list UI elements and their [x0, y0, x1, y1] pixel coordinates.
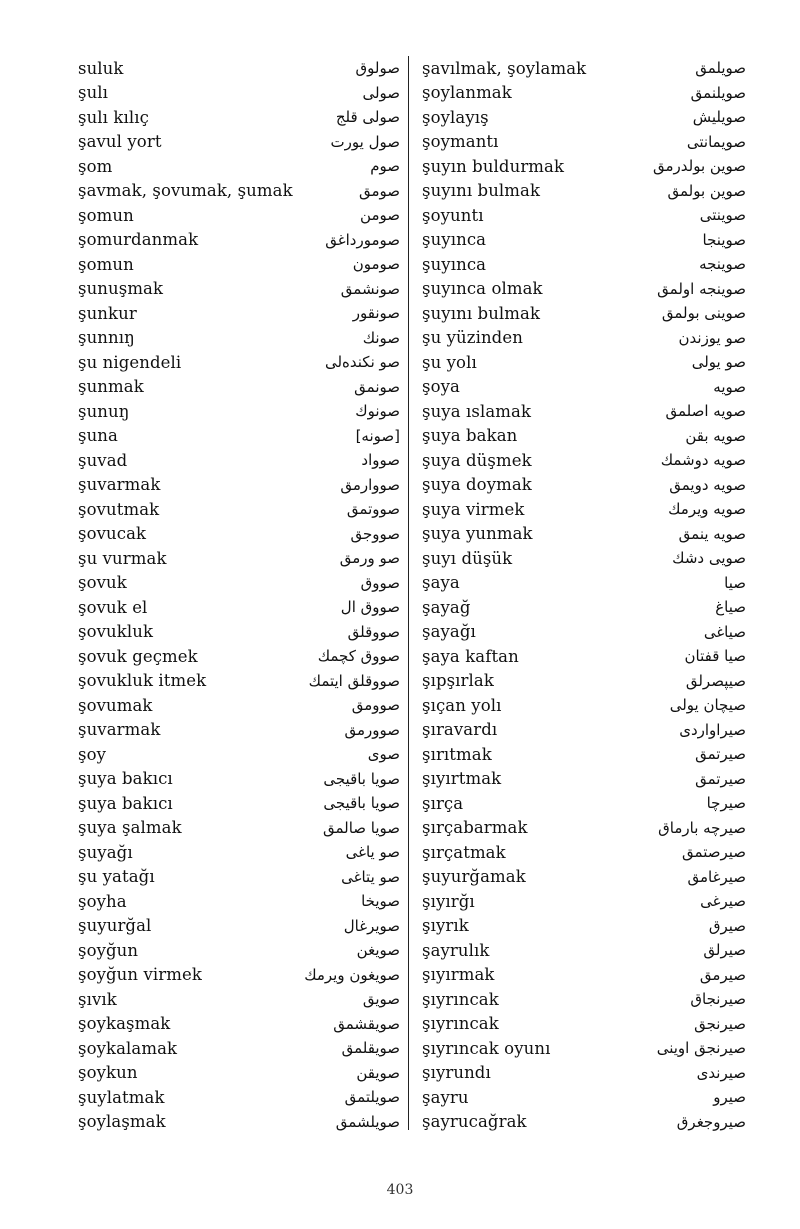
entry-latin: şu yatağı: [78, 867, 155, 887]
dictionary-entry: [78, 963, 400, 988]
dictionary-entry: [78, 473, 400, 498]
entry-ottoman: صویه بقن: [685, 426, 746, 445]
dictionary-entry: [78, 179, 400, 204]
right-column: [422, 56, 746, 1134]
entry-ottoman: صومق: [358, 181, 400, 200]
dictionary-entry: [422, 840, 746, 865]
entry-ottoman: صولی قلج: [335, 108, 400, 127]
entry-ottoman: صوینتی: [699, 206, 746, 225]
entry-ottoman: صومورداغق: [325, 230, 400, 249]
dictionary-entry: [422, 571, 746, 596]
entry-ottoman: صویغون ویرمك: [304, 965, 400, 984]
entry-ottoman: صووق ال: [340, 598, 400, 617]
entry-latin: şuvarmak: [78, 475, 161, 495]
entry-ottoman: صو یوزندن: [678, 328, 746, 347]
entry-ottoman: صویق: [362, 990, 400, 1009]
dictionary-entry: [78, 987, 400, 1012]
entry-ottoman: صویرغال: [343, 916, 400, 935]
dictionary-entry: [422, 791, 746, 816]
dictionary-entry: [422, 228, 746, 253]
entry-latin: şoylaşmak: [78, 1112, 166, 1132]
dictionary-entry: [78, 350, 400, 375]
entry-latin: şu yüzinden: [422, 328, 523, 348]
entry-ottoman: صویه: [713, 377, 746, 396]
entry-ottoman: صو یولی: [691, 353, 746, 372]
entry-latin: şunmak: [78, 377, 144, 397]
entry-latin: şırıtmak: [422, 744, 492, 764]
entry-latin: şıçan yolı: [422, 695, 502, 715]
entry-ottoman: صویه دویمق: [669, 475, 746, 494]
entry-latin: şuya doymak: [422, 475, 532, 495]
entry-latin: şoylayış: [422, 107, 489, 127]
entry-latin: şıyrıncak: [422, 989, 499, 1009]
entry-ottoman: صویقن: [356, 1063, 400, 1082]
entry-ottoman: صیرمق: [699, 965, 746, 984]
entry-latin: şıpşırlak: [422, 671, 494, 691]
dictionary-entry: [78, 301, 400, 326]
entry-ottoman: صیچان یولی: [669, 696, 746, 715]
entry-ottoman: صولوق: [355, 59, 400, 78]
entry-ottoman: صووارمق: [340, 475, 400, 494]
dictionary-entry: [422, 473, 746, 498]
entry-ottoman: صیرلق: [703, 941, 746, 960]
dictionary-entry: [78, 448, 400, 473]
entry-latin: şovutmak: [78, 499, 160, 519]
dictionary-entry: [422, 938, 746, 963]
entry-ottoman: صوینجه اولمق: [657, 279, 746, 298]
dictionary-entry: [78, 154, 400, 179]
dictionary-entry: [422, 301, 746, 326]
entry-latin: şoyğun virmek: [78, 965, 202, 985]
entry-latin: şuyurğamak: [422, 867, 526, 887]
entry-latin: şıyrıncak: [422, 1014, 499, 1034]
entry-latin: suluk: [78, 58, 124, 78]
dictionary-entry: [422, 203, 746, 228]
dictionary-entry: [422, 375, 746, 400]
entry-ottoman: صولی: [362, 83, 400, 102]
entry-ottoman: صیرغی: [700, 892, 746, 911]
entry-latin: şu yolı: [422, 352, 477, 372]
entry-latin: şomun: [78, 254, 134, 274]
dictionary-entry: [78, 595, 400, 620]
dictionary-entry: [422, 865, 746, 890]
dictionary-entry: [78, 546, 400, 571]
entry-latin: şuylatmak: [78, 1087, 165, 1107]
dictionary-entry: [78, 497, 400, 522]
entry-latin: şuya yunmak: [422, 524, 533, 544]
entry-latin: şırçabarmak: [422, 818, 528, 838]
entry-latin: şomun: [78, 205, 134, 225]
dictionary-entry: [78, 718, 400, 743]
dictionary-entry: [422, 56, 746, 81]
dictionary-entry: [78, 228, 400, 253]
entry-ottoman: صیرغامق: [687, 867, 746, 886]
entry-latin: şuya şalmak: [78, 818, 182, 838]
entry-latin: şavmak, şovumak, şumak: [78, 181, 293, 201]
dictionary-entry: [78, 669, 400, 694]
dictionary-entry: [422, 1012, 746, 1037]
entry-ottoman: صیرو: [713, 1088, 746, 1107]
entry-ottoman: صویلمق: [695, 59, 746, 78]
entry-ottoman: صویی دشك: [672, 549, 746, 568]
entry-latin: şovuk geçmek: [78, 646, 198, 666]
dictionary-entry: [422, 963, 746, 988]
entry-ottoman: صو ورمق: [339, 549, 400, 568]
entry-latin: şaya kaftan: [422, 646, 519, 666]
entry-latin: şovuk: [78, 573, 127, 593]
entry-latin: şıvık: [78, 989, 117, 1009]
entry-latin: şuya bakan: [422, 426, 518, 446]
entry-latin: şıravardı: [422, 720, 498, 740]
dictionary-entry: [422, 595, 746, 620]
entry-ottoman: صونشمق: [340, 279, 400, 298]
entry-latin: şavılmak, şoylamak: [422, 58, 587, 78]
entry-latin: şuya ıslamak: [422, 401, 532, 421]
dictionary-entry: [422, 546, 746, 571]
entry-ottoman: صیرصتمق: [682, 843, 746, 862]
entry-ottoman: صووقلق ایتمك: [308, 671, 400, 690]
entry-latin: şıyrık: [422, 916, 469, 936]
entry-ottoman: صویه اصلمق: [665, 402, 746, 421]
entry-ottoman: صوینجه: [699, 255, 746, 274]
dictionary-entry: [78, 277, 400, 302]
entry-ottoman: صویه ینمق: [678, 524, 746, 543]
entry-ottoman: صونك: [362, 328, 400, 347]
dictionary-entry: [78, 571, 400, 596]
entry-latin: şunnıŋ: [78, 328, 135, 348]
entry-latin: şırçatmak: [422, 842, 506, 862]
entry-latin: şoyğun: [78, 940, 139, 960]
entry-ottoman: صویه ویرمك: [668, 500, 746, 519]
dictionary-entry: [78, 1012, 400, 1037]
dictionary-entry: [422, 326, 746, 351]
entry-ottoman: صیپصرلق: [685, 671, 746, 690]
dictionary-entry: [78, 1110, 400, 1135]
dictionary-entry: [78, 56, 400, 81]
dictionary-entry: [422, 130, 746, 155]
entry-latin: şuyınca: [422, 254, 487, 274]
dictionary-entry: [78, 644, 400, 669]
entry-ottoman: صیروجغرق: [676, 1112, 746, 1131]
entry-ottoman: صویمانتی: [686, 132, 746, 151]
dictionary-entry: [422, 497, 746, 522]
dictionary-entry: [422, 448, 746, 473]
entry-latin: şuyın buldurmak: [422, 156, 565, 176]
entry-ottoman: صیرنجق: [694, 1014, 746, 1033]
entry-ottoman: صیرق: [708, 916, 746, 935]
entry-ottoman: صوم: [370, 157, 400, 176]
entry-ottoman: صویا صالمق: [322, 818, 400, 837]
entry-ottoman: صوینی بولمق: [661, 304, 746, 323]
dictionary-entry: [422, 105, 746, 130]
entry-ottoman: صو نكنده‌لی: [324, 353, 400, 372]
entry-latin: şoylanmak: [422, 83, 512, 103]
entry-ottoman: صووتمق: [346, 500, 400, 519]
dictionary-entry: [422, 914, 746, 939]
dictionary-entry: [422, 644, 746, 669]
dictionary-entry: [78, 105, 400, 130]
dictionary-entry: [78, 1085, 400, 1110]
entry-latin: şuya düşmek: [422, 450, 532, 470]
entry-latin: şu nigendeli: [78, 352, 182, 372]
entry-latin: şırça: [422, 793, 464, 813]
entry-ottoman: صیرچه بارماق: [658, 818, 746, 837]
entry-latin: şuyınca olmak: [422, 279, 543, 299]
dictionary-entry: [422, 816, 746, 841]
dictionary-entry: [422, 399, 746, 424]
entry-latin: şayağı: [422, 622, 476, 642]
entry-ottoman: صووق كچمك: [317, 647, 400, 666]
entry-latin: şunkur: [78, 303, 137, 323]
dictionary-entry: [78, 816, 400, 841]
entry-ottoman: صووجق: [350, 524, 400, 543]
entry-ottoman: صوومق: [351, 696, 400, 715]
entry-ottoman: صیاغ: [715, 598, 746, 617]
entry-latin: şovukluk: [78, 622, 154, 642]
entry-ottoman: صیا: [724, 573, 746, 592]
dictionary-entry: [422, 620, 746, 645]
entry-ottoman: صویا باقیجی: [323, 769, 400, 788]
entry-ottoman: صویلنمق: [690, 83, 746, 102]
entry-latin: şulı: [78, 83, 109, 103]
entry-latin: şuyurğal: [78, 916, 152, 936]
entry-ottoman: صووق: [360, 573, 400, 592]
dictionary-entry: [422, 179, 746, 204]
entry-ottoman: صوینجا: [702, 230, 746, 249]
entry-ottoman: صویلیش: [692, 108, 746, 127]
dictionary-entry: [78, 252, 400, 277]
dictionary-entry: [78, 620, 400, 645]
dictionary-entry: [78, 375, 400, 400]
dictionary-entry: [78, 914, 400, 939]
entry-latin: şuvarmak: [78, 720, 161, 740]
entry-latin: şuyağı: [78, 842, 133, 862]
entry-ottoman: صومن: [360, 206, 400, 225]
dictionary-entry: [422, 742, 746, 767]
dictionary-entry: [422, 522, 746, 547]
entry-ottoman: صیرنجق اوینی: [656, 1039, 746, 1058]
dictionary-entry: [422, 1061, 746, 1086]
entry-ottoman: صونوك: [355, 402, 400, 421]
dictionary-entry: [78, 81, 400, 106]
entry-ottoman: صیرچا: [706, 794, 746, 813]
entry-latin: şayru: [422, 1087, 469, 1107]
entry-latin: şuvad: [78, 450, 128, 470]
dictionary-entry: [78, 693, 400, 718]
entry-latin: şıyırtmak: [422, 769, 502, 789]
entry-ottoman: صووقلق: [347, 622, 400, 641]
entry-latin: şoymantı: [422, 132, 499, 152]
dictionary-entry: [78, 742, 400, 767]
dictionary-entry: [422, 252, 746, 277]
dictionary-entry: [78, 424, 400, 449]
entry-latin: şomurdanmak: [78, 230, 199, 250]
entry-ottoman: صونقور: [352, 304, 400, 323]
entry-latin: şıyırğı: [422, 891, 475, 911]
entry-latin: şuna: [78, 426, 118, 446]
entry-ottoman: صویغن: [356, 941, 400, 960]
dictionary-entry: [422, 987, 746, 1012]
dictionary-entry: [422, 669, 746, 694]
entry-latin: şıyrıncak oyunı: [422, 1038, 551, 1058]
entry-latin: şoyha: [78, 891, 127, 911]
entry-ottoman: صیرتمق: [695, 769, 746, 788]
dictionary-entry: [422, 350, 746, 375]
page-number: 403: [386, 1182, 414, 1198]
entry-ottoman: صویا باقیجی: [323, 794, 400, 813]
entry-ottoman: صویلتمق: [344, 1088, 400, 1107]
entry-ottoman: صیاغی: [703, 622, 746, 641]
dictionary-entry: [78, 522, 400, 547]
dictionary-entry: [78, 399, 400, 424]
dictionary-entry: [78, 889, 400, 914]
dictionary-entry: [422, 1110, 746, 1135]
entry-ottoman: صول یورت: [330, 132, 400, 151]
dictionary-entry: [78, 1036, 400, 1061]
entry-latin: şuyı düşük: [422, 548, 513, 568]
dictionary-entry: [422, 424, 746, 449]
dictionary-entry: [78, 326, 400, 351]
entry-latin: şunuşmak: [78, 279, 164, 299]
entry-ottoman: صو یتاغی: [341, 867, 400, 886]
dictionary-entry: [78, 938, 400, 963]
entry-latin: şayağ: [422, 597, 471, 617]
entry-latin: şoy: [78, 744, 107, 764]
entry-ottoman: صویه دوشمك: [660, 451, 746, 470]
entry-latin: şuya virmek: [422, 499, 525, 519]
entry-ottoman: صیرندی: [696, 1063, 746, 1082]
entry-latin: şunuŋ: [78, 401, 130, 421]
entry-ottoman: صوین بولمق: [667, 181, 746, 200]
column-divider: [408, 56, 409, 1130]
entry-latin: şu vurmak: [78, 548, 167, 568]
dictionary-entry: [422, 1036, 746, 1061]
entry-latin: şuyını bulmak: [422, 303, 541, 323]
entry-ottoman: صویخا: [361, 892, 400, 911]
entry-latin: şuya bakıcı: [78, 793, 173, 813]
entry-ottoman: صونمق: [354, 377, 400, 396]
entry-latin: şuyınca: [422, 230, 487, 250]
dictionary-entry: [422, 1085, 746, 1110]
dictionary-entry: [78, 203, 400, 228]
entry-latin: şovuk el: [78, 597, 148, 617]
entry-ottoman: صیراواردی: [679, 720, 746, 739]
entry-ottoman: صوواد: [361, 451, 400, 470]
dictionary-entry: [78, 767, 400, 792]
entry-latin: şom: [78, 156, 113, 176]
entry-ottoman: صوین بولدرمق: [652, 157, 746, 176]
dictionary-entry: [422, 154, 746, 179]
entry-latin: şuya bakıcı: [78, 769, 173, 789]
entry-latin: şavul yort: [78, 132, 162, 152]
entry-ottoman: صویلشمق: [335, 1112, 400, 1131]
entry-ottoman: صیرتمق: [695, 745, 746, 764]
dictionary-entry: [422, 767, 746, 792]
dictionary-entry: [422, 693, 746, 718]
dictionary-entry: [422, 277, 746, 302]
entry-latin: şıyrundı: [422, 1063, 491, 1083]
entry-latin: şaya: [422, 573, 460, 593]
dictionary-entry: [422, 81, 746, 106]
entry-latin: şoya: [422, 377, 460, 397]
dictionary-entry: [78, 865, 400, 890]
entry-latin: şovumak: [78, 695, 153, 715]
entry-latin: şayrulık: [422, 940, 490, 960]
entry-latin: şoyuntı: [422, 205, 484, 225]
entry-latin: şoykaşmak: [78, 1014, 171, 1034]
entry-latin: şulı kılıç: [78, 107, 149, 127]
entry-latin: şoykalamak: [78, 1038, 178, 1058]
entry-latin: şovucak: [78, 524, 147, 544]
entry-ottoman: صو یاغی: [345, 843, 400, 862]
entry-latin: şovukluk itmek: [78, 671, 207, 691]
entry-latin: şayrucağrak: [422, 1112, 527, 1132]
entry-ottoman: صویقلمق: [341, 1039, 400, 1058]
dictionary-entry: [422, 889, 746, 914]
entry-latin: şoykun: [78, 1063, 138, 1083]
entry-ottoman: [صونه]: [355, 426, 400, 445]
dictionary-entry: [78, 130, 400, 155]
entry-ottoman: صویقشمق: [333, 1014, 400, 1033]
entry-latin: şıyırmak: [422, 965, 495, 985]
dictionary-entry: [422, 718, 746, 743]
left-column: [78, 56, 400, 1134]
entry-ottoman: صومون: [352, 255, 400, 274]
entry-ottoman: صیا قفتان: [684, 647, 746, 666]
entry-ottoman: صوورمق: [344, 720, 400, 739]
entry-ottoman: صیرنجاق: [690, 990, 746, 1009]
dictionary-entry: [78, 840, 400, 865]
entry-ottoman: صوی: [367, 745, 400, 764]
dictionary-entry: [78, 1061, 400, 1086]
entry-latin: şuyını bulmak: [422, 181, 541, 201]
dictionary-entry: [78, 791, 400, 816]
